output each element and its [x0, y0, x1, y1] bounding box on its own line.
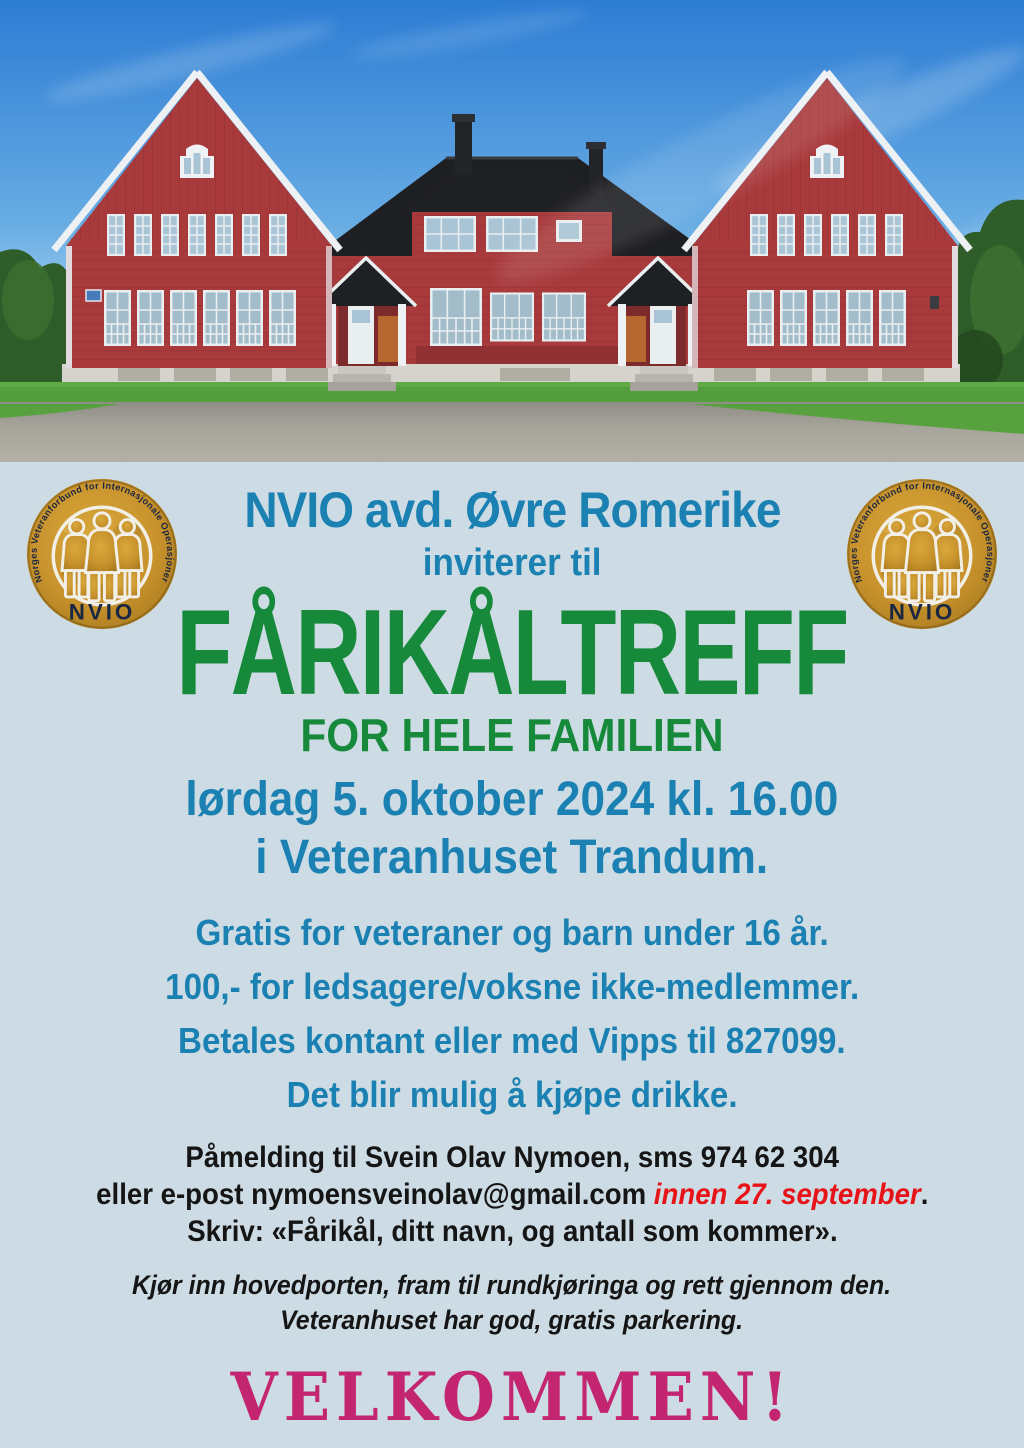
event-title: FÅRIKÅLTREFF [176, 583, 848, 721]
building-photo-illustration [0, 0, 1024, 462]
invite-line: inviterer til [422, 541, 602, 584]
detail-line: 100,- for ledsagere/voksne ikke-medlemmer. [164, 966, 860, 1008]
org-title: NVIO avd. Øvre Romerike [243, 482, 781, 538]
event-venue-line: i Veteranhuset Trandum. [255, 830, 769, 884]
deadline-text: innen 27. september [653, 1177, 921, 1211]
registration-block [0, 1140, 1024, 1250]
building-photo [0, 0, 1024, 462]
logo-arc-text: Norges Veteranforbund for Internasjonale Operasjoner [28, 480, 176, 585]
steps-left [328, 366, 396, 391]
directions-line: Kjør inn hovedporten, fram til rundkjøringa og rett gjennom den. [132, 1270, 892, 1301]
flyer-content [0, 462, 1024, 1436]
nvio-logo-right [844, 476, 1000, 632]
logo-nvio-label: NVIO [888, 599, 956, 625]
welcome-text: VELKOMMEN! [230, 1358, 794, 1437]
logo-nvio-label: NVIO [68, 599, 136, 625]
wall-lamp [930, 296, 939, 309]
detail-line: Det blir mulig å kjøpe drikke. [286, 1074, 738, 1116]
directions-line: Veteranhuset har god, gratis parkering. [280, 1305, 744, 1336]
logo-arc-text: Norges Veteranforbund for Internasjonale Operasjoner [848, 480, 996, 585]
deadline-period: . [920, 1177, 929, 1211]
wall-plaque [86, 290, 101, 301]
foundation-vents [118, 368, 924, 381]
registration-email-line [0, 1177, 1024, 1214]
detail-line: Gratis for veteraner og barn under 16 år. [195, 912, 829, 954]
registration-contact-line: Påmelding til Svein Olav Nymoen, sms 974 62 304 [185, 1141, 839, 1175]
email-text: eller e-post nymoensveinolav@gmail.com [95, 1177, 654, 1211]
event-details [0, 906, 1024, 1122]
event-date-line: lørdag 5. oktober 2024 kl. 16.00 [185, 773, 839, 827]
grass [0, 382, 1024, 404]
registration-instruction-line: Skriv: «Fårikål, ditt navn, og antall som kommer». [186, 1214, 838, 1248]
directions-block [0, 1268, 1024, 1338]
event-subtitle: FOR HELE FAMILIEN [300, 708, 724, 761]
detail-line: Betales kontant eller med Vipps til 827099. [178, 1020, 846, 1062]
steps-right [630, 366, 698, 391]
nvio-logo-left [24, 476, 180, 632]
